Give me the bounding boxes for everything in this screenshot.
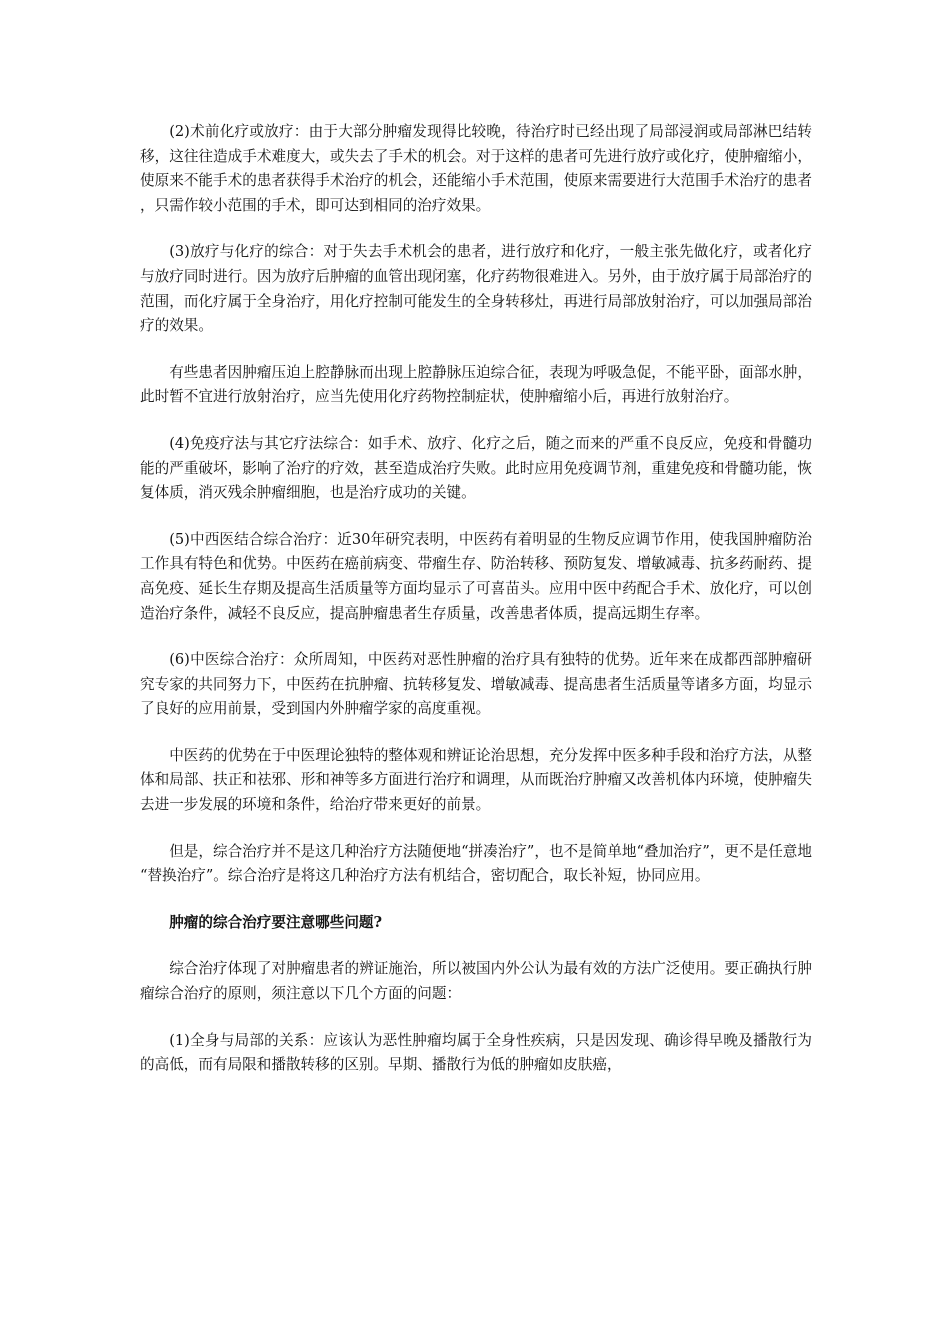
paragraph-integrated-tcm-western: (5)中西医结合综合治疗：近30年研究表明，中医药有着明显的生物反应调节作用，使我国肿瘤防治工作具有特色和优势。中医药在癌前病变、带瘤生存、防治转移、预防复发、增敏减毒、抗多药耐药、提高免疫、延长生存期及提高生活质量等方面均显示了可喜苗头。应用中医中药配合手术、放化疗，可以创造治疗条件，减轻不良反应，提高肿瘤患者生存质量，改善患者体质，提高远期生存率。 [140, 530, 812, 622]
paragraph-radio-chemo-combined: (3)放疗与化疗的综合：对于失去手术机会的患者，进行放疗和化疗，一般主张先做化疗，或者化疗与放疗同时进行。因为放疗后肿瘤的血管出现闭塞，化疗药物很难进入。另外，由于放疗属于局部治疗的范围，而化疗属于全身治疗，用化疗控制可能发生的全身转移灶，再进行局部放射治疗，可以加强局部治疗的效果。 [140, 243, 812, 335]
paragraph-preop-chemo-radio: (2)术前化疗或放疗：由于大部分肿瘤发现得比较晚，待治疗时已经出现了局部浸润或局部淋巴结转移，这往往造成手术难度大，或失去了手术的机会。对于这样的患者可先进行放疗或化疗，使肿瘤缩小，使原来不能手术的患者获得手术治疗的机会，还能缩小手术范围，使原来需要进行大范围手术治疗的患者，只需作较小范围的手术，即可达到相同的治疗效果。 [140, 123, 812, 214]
paragraph-not-patchwork: 但是，综合治疗并不是这几种治疗方法随便地“拼凑治疗”，也不是简单地“叠加治疗”，更不是任意地“替换治疗”。综合治疗是将这几种治疗方法有机结合，密切配合，取长补短，协同应用。 [140, 842, 812, 885]
paragraph-tcm-comprehensive: (6)中医综合治疗：众所周知，中医药对恶性肿瘤的治疗具有独特的优势。近年来在成都西部肿瘤研究专家的共同努力下，中医药在抗肿瘤、抗转移复发、增敏减毒、提高患者生活质量等诸多方面，均显示了良好的应用前景，受到国内外肿瘤学家的高度重视。 [140, 651, 812, 718]
paragraph-intro-principles: 综合治疗体现了对肿瘤患者的辨证施治，所以被国内外公认为最有效的方法广泛使用。要正确执行肿瘤综合治疗的原则，须注意以下几个方面的问题： [140, 960, 812, 1003]
paragraph-svc-syndrome: 有些患者因肿瘤压迫上腔静脉而出现上腔静脉压迫综合征，表现为呼吸急促，不能平卧，面部水肿，此时暂不宜进行放射治疗，应当先使用化疗药物控制症状，使肿瘤缩小后，再进行放射治疗。 [140, 363, 812, 406]
paragraph-tcm-advantages: 中医药的优势在于中医理论独特的整体观和辨证论治思想，充分发挥中医多种手段和治疗方法，从整体和局部、扶正和祛邪、形和神等多方面进行治疗和调理，从而既治疗肿瘤又改善机体内环境，使肿瘤失去进一步发展的环境和条件，给治疗带来更好的前景。 [140, 746, 812, 814]
paragraph-whole-vs-local: (1)全身与局部的关系：应该认为恶性肿瘤均属于全身性疾病，只是因发现、确诊得早晚及播散行为的高低，而有局限和播散转移的区别。早期、播散行为低的肿瘤如皮肤癌， [140, 1031, 812, 1074]
document-page [140, 120, 812, 1100]
paragraph-immunotherapy: (4)免疫疗法与其它疗法综合：如手术、放疗、化疗之后，随之而来的严重不良反应，免疫和骨髓功能的严重破坏，影响了治疗的疗效，甚至造成治疗失败。此时应用免疫调节剂，重建免疫和骨髓功能，恢复体质，消灭残余肿瘤细胞，也是治疗成功的关键。 [140, 434, 812, 502]
section-heading: 肿瘤的综合治疗要注意哪些问题? [169, 913, 383, 931]
